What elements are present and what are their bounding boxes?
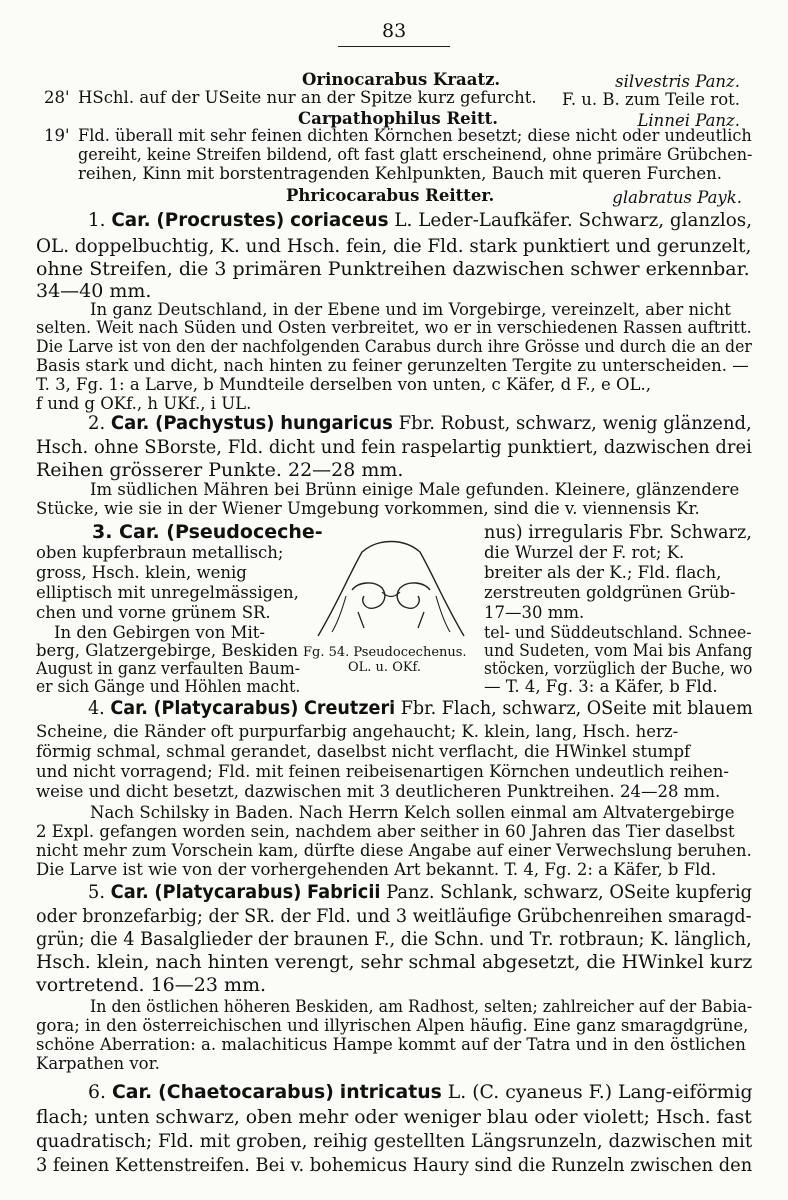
left-column-line: elliptisch mit unregelmässigen,: [36, 583, 299, 602]
species-entry-heading: [88, 697, 753, 719]
left-mandible: [352, 583, 385, 608]
description-line: förmig schmal, schmal gerandet, daselbst nicht verflacht, die HWinkel stumpf: [36, 742, 691, 761]
right-mandible: [397, 583, 430, 608]
species-entry-heading: [88, 881, 752, 903]
description-line: grün; die 4 Basalglieder der braunen F., die Schn. und Tr. rotbraun; K. länglich,: [36, 928, 752, 950]
labrum-outline: [318, 542, 464, 637]
subgenus: (Platycarabus): [154, 881, 302, 903]
species-name: Creutzeri: [303, 697, 396, 719]
description-line: ohne Streifen, die 3 primären Punktreihen dazwischen schwer erkennbar.: [36, 258, 750, 280]
key-number: 19': [44, 126, 70, 145]
left-column-line: August in ganz verfaulten Baum-: [36, 659, 301, 678]
species-3-heading-right: nus) irregularis Fbr. Schwarz,: [484, 521, 752, 543]
species-name: intricatus: [339, 1081, 442, 1103]
left-column-line: gross, Hsch. klein, wenig: [36, 563, 247, 582]
note-line: In ganz Deutschland, in der Ebene und im Vorgebirge, vereinzelt, aber nicht: [90, 300, 731, 319]
genus-abbrev: Car.: [110, 412, 150, 434]
note-line: Stücke, wie sie in der Wiener Umgebung vorkommen, sind die v. viennensis Kr.: [36, 499, 700, 518]
description-line: oder bronzefarbig; der SR. der Fld. und 3 weitläufige Grübchenreihen smaragd-: [36, 905, 752, 927]
key-number: 28': [44, 88, 70, 107]
right-column-line: die Wurzel der F. rot; K.: [484, 543, 685, 562]
right-column-line: tel- und Süddeutschland. Schnee-: [484, 623, 752, 642]
key-line: reihen, Kinn mit borstentragenden Kehlpunkten, Bauch mit queren Furchen.: [78, 164, 723, 183]
subgenus: (Procrustes): [156, 209, 285, 231]
description-start: L. (C. cyaneus F.) Lang-eiförmig: [447, 1081, 753, 1103]
subgenus: (Pachystus): [155, 412, 275, 434]
key-line: Fld. überall mit sehr feinen dichten Körnchen besetzt; diese nicht oder undeutlich: [78, 126, 752, 145]
description-line: OL. doppelbuchtig, K. und Hsch. fein, die Fld. stark punktiert und gerunzelt,: [36, 235, 752, 257]
key-line: gereiht, keine Streifen bildend, oft fast glatt erscheinend, ohne primäre Grübchen-: [78, 145, 753, 164]
description-start: Panz. Schlank, schwarz, OSeite kupferig: [386, 881, 753, 903]
figure-caption-sub: OL. u. OKf.: [348, 660, 422, 675]
genus-abbrev: Car.: [111, 209, 151, 231]
description-line: Scheine, die Ränder oft purpurfarbig angehaucht; K. klein, lang, Hsch. herz-: [36, 722, 679, 741]
note-line: Basis stark und dicht, nach hinten zu feiner gerunzelten Tergite zu unterscheiden. —: [36, 356, 749, 375]
key-text: HSchl. auf der USeite nur an der Spitze kurz gefurcht.: [78, 88, 537, 107]
species-silvestris: silvestris Panz.: [615, 72, 740, 91]
note-line: 2 Expl. gefangen worden sein, nachdem aber seither in 60 Jahren das Tier daselbst: [36, 822, 735, 841]
description-line: 3 feinen Kettenstreifen. Bei v. bohemicus Haury sind die Runzeln zwischen den: [36, 1154, 753, 1176]
header-rule: [338, 46, 450, 47]
right-column-line: stöcken, vorzüglich der Buche, wo: [484, 659, 753, 678]
description-start: Fbr. Flach, schwarz, OSeite mit blauem: [400, 697, 753, 719]
note-line: In den östlichen höheren Beskiden, am Radhost, selten; zahlreicher auf der Babia-: [90, 997, 753, 1016]
species-entry-heading: [88, 1081, 753, 1103]
right-column-line: zerstreuten goldgrünen Grüb-: [484, 583, 736, 602]
right-column-line: — T. 4, Fg. 3: a Käfer, b Fld.: [484, 677, 718, 696]
figure-caption: Fg. 54. Pseudocechenus.: [303, 645, 467, 660]
description-line: und nicht vorragend; Fld. mit feinen reibeisenartigen Körnchen undeutlich reihen-: [36, 762, 729, 781]
subgenus: (Chaetocarabus): [158, 1081, 334, 1103]
entry-number: 6.: [88, 1081, 106, 1103]
note-line: T. 3, Fg. 1: a Larve, b Mundteile derselben von unten, c Käfer, d F., e OL.,: [36, 375, 651, 394]
note-line: Karpathen vor.: [36, 1054, 160, 1073]
description-start: L. Leder-Laufkäfer. Schwarz, glanzlos,: [394, 209, 753, 231]
description-line: vortretend. 16—23 mm.: [36, 974, 267, 996]
side-edges: [332, 596, 450, 632]
note-line: Die Larve ist von den der nachfolgenden Carabus durch ihre Grösse und durch die an der: [36, 337, 752, 356]
genus-abbrev: Car.: [110, 881, 149, 903]
note-line: f und g OKf., h UKf., i UL.: [36, 394, 252, 413]
key-text-right: F. u. B. zum Teile rot.: [561, 90, 740, 109]
left-column-line: In den Gebirgen von Mit-: [54, 623, 265, 642]
right-column-line: und Sudeten, vom Mai bis Anfang: [484, 641, 753, 660]
entry-number: 4.: [88, 697, 105, 719]
note-line: selten. Weit nach Süden und Osten verbreitet, wo er in verschiedenen Rassen auftritt.: [36, 318, 752, 337]
genus-orinocarabus: Orinocarabus Kraatz.: [302, 70, 501, 89]
note-line: Nach Schilsky in Baden. Nach Herrn Kelch sollen einmal am Altvatergebirge: [90, 803, 735, 822]
entry-number: 1.: [88, 209, 106, 231]
description-line: Hsch. klein, nach hinten verengt, sehr schmal abgesetzt, die HWinkel kurz: [36, 951, 753, 973]
left-column-line: berg, Glatzergebirge, Beskiden: [36, 641, 298, 660]
page-number: 83: [382, 20, 407, 42]
entry-number: 2.: [88, 412, 106, 434]
figure-54-illustration: [308, 532, 474, 644]
left-column-line: chen und vorne grünem SR.: [36, 603, 271, 622]
left-column-line: oben kupferbraun metallisch;: [36, 543, 284, 562]
subgenus: (Platycarabus): [153, 697, 299, 719]
note-line: Die Larve ist wie von der vorhergehenden Art bekannt. T. 4, Fg. 2: a Käfer, b Fld.: [36, 860, 717, 879]
species-glabratus: glabratus Payk.: [612, 188, 742, 207]
species-linnei: Linnei Panz.: [637, 111, 740, 130]
note-line: schöne Aberration: a. malachiticus Hampe kommt auf der Tatra und in den östlichen: [36, 1035, 746, 1054]
species-entry-heading: [88, 209, 752, 231]
right-column-line: breiter als der K.; Fld. flach,: [484, 563, 722, 582]
genus-abbrev: Car.: [110, 697, 148, 719]
note-line: nicht mehr zum Vorschein kam, dürfte diese Angabe auf einer Verwechslung beruhen.: [36, 841, 752, 860]
mandible-teeth: [358, 612, 424, 628]
genus-carpathophilus: Carpathophilus Reitt.: [298, 109, 498, 128]
description-line: Hsch. ohne SBorste, Fld. dicht und fein raspelartig punktiert, dazwischen drei: [36, 436, 752, 458]
species-3-heading-left: 3. Car. (Pseudoceche-: [92, 521, 323, 543]
note-line: gora; in den österreichischen und illyrischen Alpen häufig. Eine ganz smaragdgrüne,: [36, 1016, 749, 1035]
description-line: weise und dicht besetzt, dazwischen mit 3 deutlicheren Punktreihen. 24—28 mm.: [36, 782, 721, 801]
species-name: hungaricus: [280, 412, 393, 434]
description-start: Fbr. Robust, schwarz, wenig glänzend,: [398, 412, 752, 434]
genus-phricocarabus: Phricocarabus Reitter.: [286, 186, 495, 205]
species-entry-heading: [88, 412, 752, 434]
entry-number: 5.: [88, 881, 105, 903]
left-column-line: er sich Gänge und Höhlen macht.: [36, 677, 301, 696]
description-line: Reihen grösserer Punkte. 22—28 mm.: [36, 459, 404, 481]
genus-abbrev: Car.: [111, 1081, 153, 1103]
note-line: Im südlichen Mähren bei Brünn einige Male gefunden. Kleinere, glänzendere: [90, 480, 740, 499]
description-line: quadratisch; Fld. mit groben, reihig gestellten Längsrunzeln, dazwischen mit: [36, 1130, 753, 1152]
description-line: 34—40 mm.: [36, 280, 152, 302]
species-name: Fabricii: [307, 881, 381, 903]
description-line: flach; unten schwarz, oben mehr oder weniger blau oder violett; Hsch. fast: [36, 1106, 752, 1128]
right-column-line: 17—30 mm.: [484, 603, 585, 622]
species-name: coriaceus: [290, 209, 389, 231]
